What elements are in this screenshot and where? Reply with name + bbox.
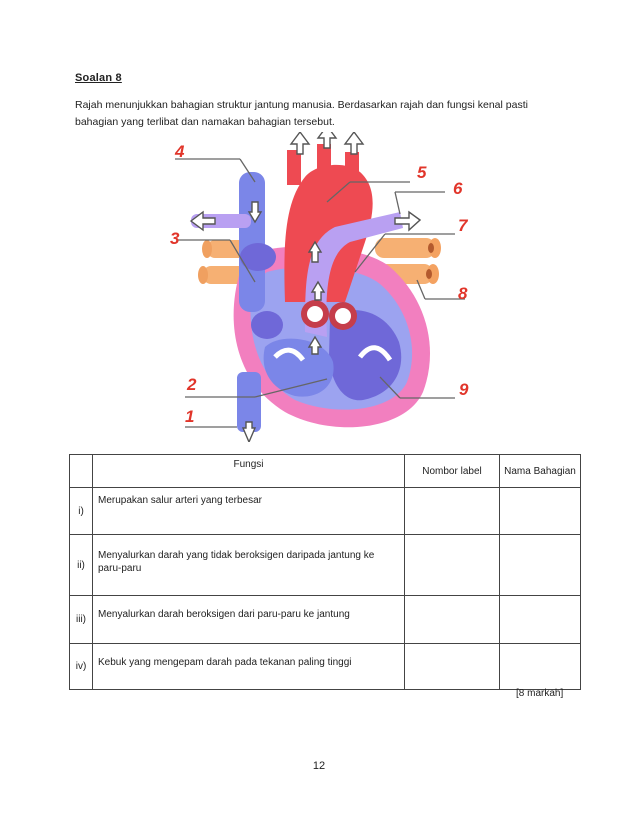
label-6: 6 <box>453 179 463 198</box>
table-row <box>70 644 581 690</box>
row-function: Menyalurkan darah yang tidak beroksigen daripada jantung ke paru-paru <box>93 535 405 596</box>
label-3: 3 <box>170 229 180 248</box>
question-instruction: Rajah menunjukkan bahagian struktur jantung manusia. Berdasarkan rajah dan fungsi kenal pasti bahagian yang terlibat dan namakan bahagian tersebut. <box>75 99 528 128</box>
table-row <box>70 535 581 596</box>
answer-label-cell[interactable] <box>405 596 500 644</box>
superior-vena-cava <box>239 172 265 312</box>
page-number: 12 <box>312 760 326 772</box>
heart-diagram <box>155 132 485 442</box>
label-7: 7 <box>458 216 468 235</box>
label-8: 8 <box>458 284 468 303</box>
row-number: iv) <box>70 644 93 690</box>
heart-illustration <box>155 132 485 442</box>
answer-label-cell[interactable] <box>405 535 500 596</box>
row-function: Merupakan salur arteri yang terbesar <box>93 488 405 535</box>
label-4: 4 <box>175 142 185 161</box>
answer-name-cell[interactable] <box>500 596 581 644</box>
answer-table <box>69 454 581 690</box>
answer-name-cell[interactable] <box>500 535 581 596</box>
answer-name-cell[interactable] <box>500 644 581 690</box>
label-9: 9 <box>459 380 469 399</box>
table-row <box>70 488 581 535</box>
marks-note: [8 markah] <box>516 688 564 699</box>
header-nama-bahagian: Nama Bahagian <box>500 455 581 488</box>
label-5: 5 <box>417 163 427 182</box>
answer-label-cell[interactable] <box>405 644 500 690</box>
row-function: Kebuk yang mengepam darah pada tekanan paling tinggi <box>93 644 405 690</box>
header-nombor-label: Nombor label <box>405 455 500 488</box>
table-row <box>70 596 581 644</box>
row-number: iii) <box>70 596 93 644</box>
table-header-row <box>70 455 581 488</box>
header-fungsi: Fungsi <box>93 455 405 488</box>
row-number: ii) <box>70 535 93 596</box>
row-number: i) <box>70 488 93 535</box>
label-2: 2 <box>187 375 197 394</box>
answer-name-cell[interactable] <box>500 488 581 535</box>
row-function: Menyalurkan darah beroksigen dari paru-paru ke jantung <box>93 596 405 644</box>
question-title: Soalan 8 <box>75 72 122 84</box>
header-blank <box>70 455 93 488</box>
label-1: 1 <box>185 407 195 426</box>
answer-label-cell[interactable] <box>405 488 500 535</box>
